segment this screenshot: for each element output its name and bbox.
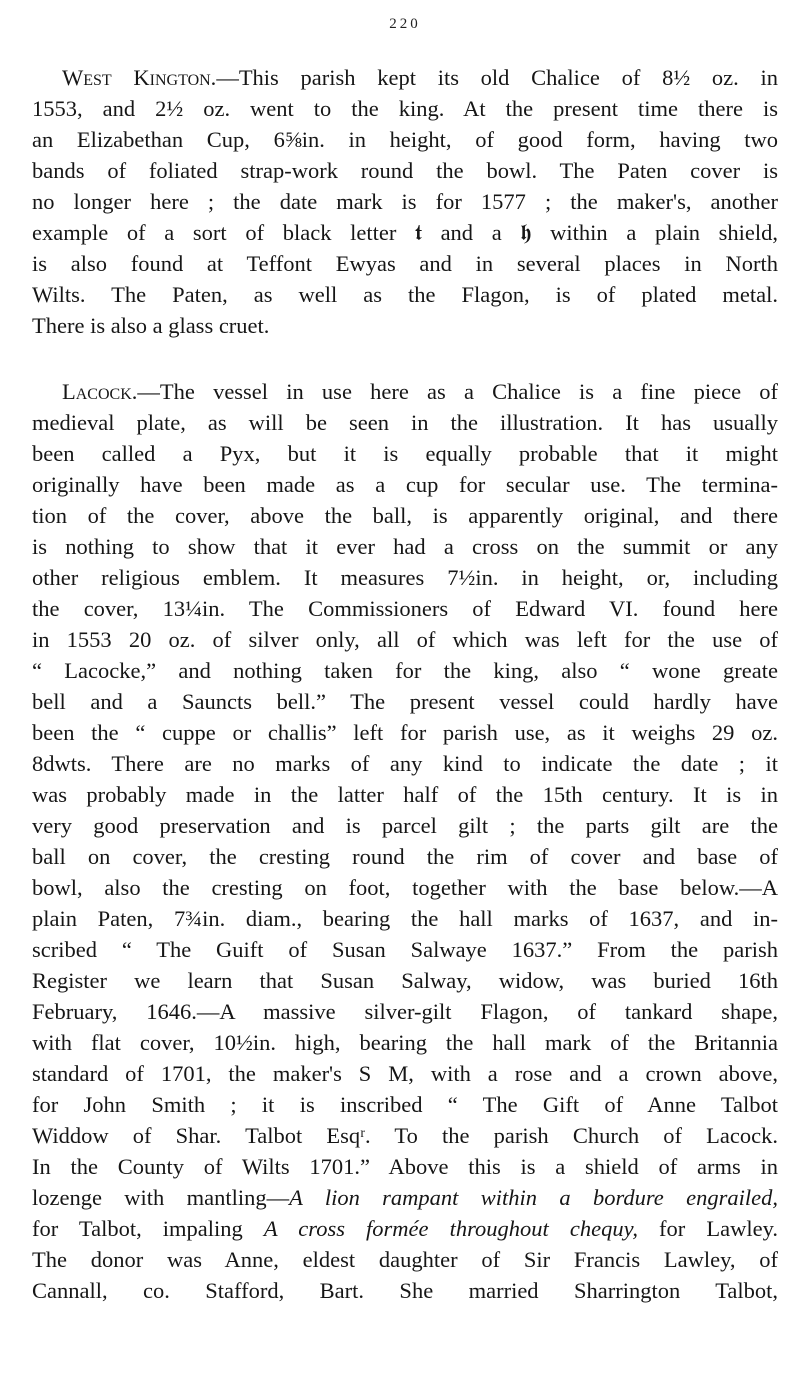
text-line — [32, 376, 778, 407]
text-line: standard of 1701, the maker's S M, with a rose and a crown above, — [32, 1061, 778, 1086]
text-line: 8dwts. There are no marks of any kind to indicate the date ; it — [32, 751, 778, 776]
paragraph-west-kington — [32, 62, 778, 341]
text-line: In the County of Wilts 1701.” Above this is a shield of arms in — [32, 1154, 778, 1179]
text-line: with flat cover, 10½in. high, bearing the hall mark of the Britannia — [32, 1030, 778, 1055]
text-line: been called a Pyx, but it is equally probable that it might — [32, 441, 778, 466]
text-line: bands of foliated strap-work round the bowl. The Paten cover is — [32, 158, 778, 183]
line-text: for Lawley. — [637, 1216, 778, 1241]
text-line: Wilts. The Paten, as well as the Flagon, is of plated metal. — [32, 282, 778, 307]
text-line: bowl, also the cresting on foot, together with the base below.—A — [32, 875, 778, 900]
text-line: no longer here ; the date mark is for 1577 ; the maker's, another — [32, 189, 778, 214]
text-line: been the “ cuppe or challis” left for parish use, as it weighs 29 oz. — [32, 720, 778, 745]
text-line: plain Paten, 7¾in. diam., bearing the hall marks of 1637, and in- — [32, 906, 778, 931]
text-line: Register we learn that Susan Salway, widow, was buried 16th — [32, 968, 778, 993]
text-line: in 1553 20 oz. of silver only, all of which was left for the use of — [32, 627, 778, 652]
text-line — [32, 62, 778, 93]
text-line: other religious emblem. It measures 7½in. in height, or, including — [32, 565, 778, 590]
text-line: tion of the cover, above the ball, is apparently original, and there — [32, 503, 778, 528]
text-line: example of a sort of black letter 𝖙 and a 𝖍 within a plain shield, — [32, 220, 778, 245]
text-line: an Elizabethan Cup, 6⅝in. in height, of good form, having two — [32, 127, 778, 152]
text-line: Widdow of Shar. Talbot Esqʳ. To the parish Church of Lacock. — [32, 1123, 778, 1148]
text-line: the cover, 13¼in. The Commissioners of Edward VI. found here — [32, 596, 778, 621]
page-number: 220 — [389, 16, 421, 32]
section-heading-lacock: Lacock. — [62, 379, 138, 404]
text-line: bell and a Sauncts bell.” The present vessel could hardly have — [32, 689, 778, 714]
text-line — [32, 1213, 778, 1244]
section-heading-west-kington: West Kington. — [62, 65, 217, 90]
text-line: is nothing to show that it ever had a cross on the summit or any — [32, 534, 778, 559]
text-line: ball on cover, the cresting round the rim of cover and base of — [32, 844, 778, 869]
line-text: —The vessel in use here as a Chalice is a fine piece of — [137, 379, 778, 404]
text-line — [32, 1182, 778, 1213]
text-line: very good preservation and is parcel gilt ; the parts gilt are the — [32, 813, 778, 838]
italic-blazon-lawley: A cross formée throughout chequy, — [263, 1216, 638, 1241]
text-line: medieval plate, as will be seen in the illustration. It has usually — [32, 410, 778, 435]
text-line: The donor was Anne, eldest daughter of Sir Francis Lawley, of — [32, 1247, 778, 1272]
italic-blazon-talbot: A lion rampant within a bordure engrailed, — [289, 1185, 778, 1210]
text-line: was probably made in the latter half of the 15th century. It is in — [32, 782, 778, 807]
text-line: Cannall, co. Stafford, Bart. She married Sharrington Talbot, — [32, 1278, 778, 1303]
text-line: February, 1646.—A massive silver-gilt Flagon, of tankard shape, — [32, 999, 778, 1024]
text-line: for John Smith ; it is inscribed “ The Gift of Anne Talbot — [32, 1092, 778, 1117]
text-line: “ Lacocke,” and nothing taken for the king, also “ wone greate — [32, 658, 778, 683]
text-line: originally have been made as a cup for secular use. The termina- — [32, 472, 778, 497]
text-line: scribed “ The Guift of Susan Salwaye 1637.” From the parish — [32, 937, 778, 962]
line-text: lozenge with mantling— — [32, 1185, 290, 1210]
text-line: is also found at Teffont Ewyas and in several places in North — [32, 251, 778, 276]
text-line: There is also a glass cruet. — [32, 313, 270, 338]
line-text: —This parish kept its old Chalice of 8½ oz. in — [216, 65, 778, 90]
text-line: 1553, and 2½ oz. went to the king. At the present time there is — [32, 96, 778, 121]
line-text: for Talbot, impaling — [32, 1216, 264, 1241]
paragraph-lacock — [32, 376, 778, 1306]
